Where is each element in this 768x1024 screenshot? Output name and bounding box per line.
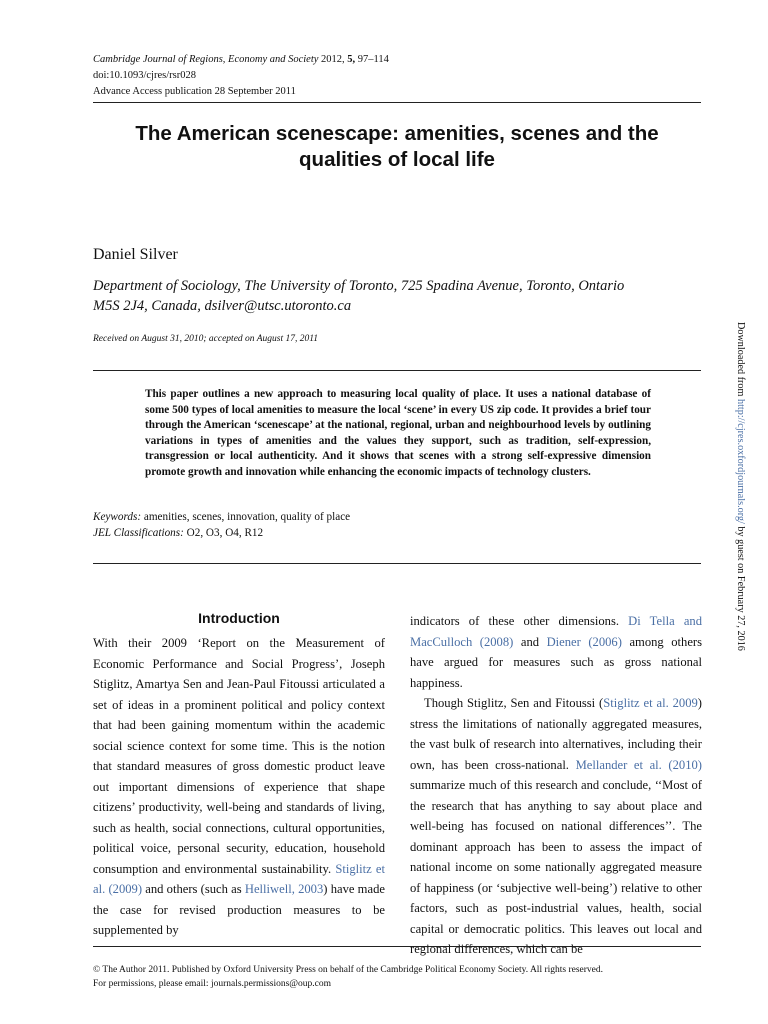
copyright-line: © The Author 2011. Published by Oxford University Press on behalf of the Cambridge Political Economy Society. All rights reserved.	[93, 965, 604, 975]
keywords-value: amenities, scenes, innovation, quality of place	[143, 511, 351, 523]
paragraph	[93, 633, 385, 941]
article-title	[93, 121, 701, 173]
abstract-top-rule	[93, 370, 701, 371]
permissions-line: For permissions, please email: journals.permissions@oup.com	[93, 979, 332, 989]
sidebar-text: Downloaded from	[735, 322, 746, 397]
journal-year: 2012,	[321, 54, 345, 65]
received-dates: Received on August 31, 2010; accepted on August 17, 2011	[93, 334, 319, 344]
text-run: and	[520, 634, 540, 649]
text-run: ) have made the case for revised production measures to be supplemented by	[93, 882, 385, 937]
affiliation-line-2: M5S 2J4, Canada, dsilver@utsc.utoronto.ca	[93, 298, 352, 314]
journal-volume: 5,	[347, 54, 356, 65]
title-line-2: qualities of local life	[299, 148, 495, 171]
affiliation-line-1: Department of Sociology, The University of Toronto, 725 Spadina Avenue, Toronto, Ontario	[93, 278, 625, 294]
keywords-label: Keywords:	[93, 511, 142, 523]
section-heading-introduction: Introduction	[198, 610, 280, 626]
text-run: indicators of these other dimensions.	[410, 614, 620, 628]
citation-link[interactable]: Stiglitz et al. 2009	[603, 696, 698, 710]
body-column-right	[410, 611, 702, 960]
advance-access: Advance Access publication 28 September 2011	[93, 86, 296, 97]
text-run: Though Stiglitz, Sen and Fitoussi (	[424, 696, 604, 710]
title-line-1: The American scenescape: amenities, scenes and the	[135, 122, 659, 145]
jel-value: O2, O3, O4, R12	[186, 527, 264, 539]
journal-header	[93, 52, 389, 100]
citation-link[interactable]: Di Tella and MacCulloch (2008)	[410, 614, 702, 649]
text-run: and others (such as	[145, 882, 242, 896]
paragraph	[410, 611, 702, 693]
footer-rule	[93, 946, 701, 947]
abstract: This paper outlines a new approach to measuring local quality of place. It uses a national database of some 500 types of local amenities to measure the local ‘scene’ in every US zip code. It provides a brief tour through the American ‘scenescape’ at the national, regional, urban and neighbourhood levels by outlining variations in types of amenities and the values they support, such as tradition, self-expression, transgression or local authenticity. And it shows that scenes with a strong self-expressive dimension promote growth and innovation while enhancing the economic impacts of technology clusters.	[145, 388, 651, 478]
affiliation	[93, 276, 703, 316]
text-run: With their 2009 ‘Report on the Measurement of Economic Performance and Social Progress’, Joseph Stiglitz, Amartya Sen and Jean-Paul Fitoussi articulated a set of ideas in a prominent political and policy context that had been gaining momentum within the academic social science context for some time. This is the notion that standard measures of gross domestic product leave out important dimensions of experience that shape citizens’ productivity, well-being and standards of living, such as health, social connections, cultural opportunities, political voice, personal security, education, household consumption and environmental sustainability.	[93, 636, 385, 876]
keywords-block	[93, 509, 350, 541]
text-run: among others have argued for measures such as gross national happiness.	[410, 634, 702, 690]
paragraph	[410, 693, 702, 960]
citation-link[interactable]: Stiglitz et al. (2009)	[93, 861, 386, 896]
citation-link[interactable]: Helliwell, 2003	[244, 882, 324, 896]
citation-link[interactable]: Mellander et al. (2010)	[575, 757, 702, 772]
abstract-bottom-rule	[93, 563, 701, 564]
text-run: ) stress the limitations of nationally aggregated measures, the vast bulk of research into alternatives, including their own, has been cross-national.	[410, 696, 702, 772]
sidebar-link[interactable]: http://cjres.oxfordjournals.org/	[735, 398, 746, 524]
sidebar-text: by guest on February 27, 2016	[735, 526, 746, 651]
jel-label: JEL Classifications:	[93, 527, 184, 539]
journal-name: Cambridge Journal of Regions, Economy and Society	[93, 54, 319, 65]
copyright-footer	[93, 963, 713, 991]
author-name: Daniel Silver	[93, 246, 178, 263]
journal-pages: 97–114	[357, 54, 389, 65]
doi: doi:10.1093/cjres/rsr028	[93, 70, 196, 81]
body-column-left	[93, 633, 385, 941]
header-rule	[93, 102, 701, 103]
text-run: summarize much of this research and conclude, ‘‘Most of the research that has anything to say about place and well-being has focused on national differences’’. The dominant approach has been to assess the impact of national income on some nationally aggregated measure of happiness (or ‘subjective well-being’) relative to other factors, such as post-industrial values, health, social capital or democratic politics. This leaves out local and regional differences, which can be	[410, 778, 702, 956]
citation-line	[93, 52, 389, 68]
download-sidebar	[735, 322, 746, 651]
citation-link[interactable]: Diener (2006)	[546, 634, 622, 649]
